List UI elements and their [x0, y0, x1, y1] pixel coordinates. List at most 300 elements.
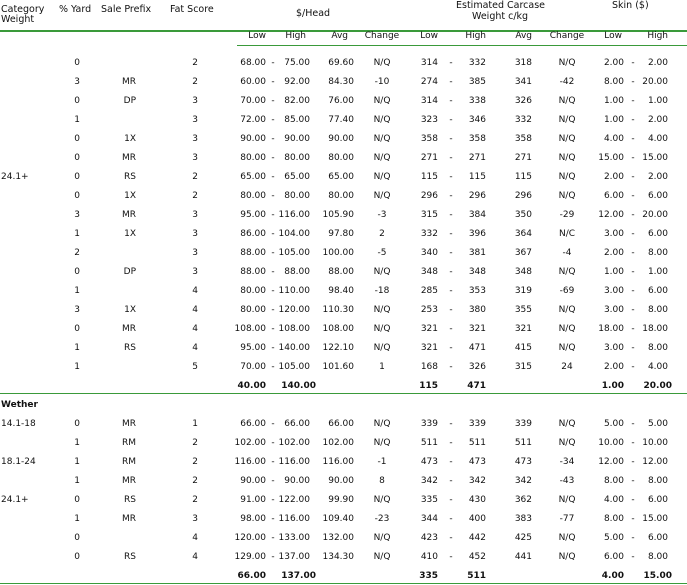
sale-prefix: RS: [124, 343, 136, 353]
carcase-high: 346: [468, 115, 486, 125]
price-low: 80.00: [240, 305, 266, 315]
price-low: 80.00: [240, 191, 266, 201]
carcase-high: 400: [468, 514, 486, 524]
skin-low: 1.00: [603, 267, 624, 277]
price-change: N/Q: [373, 172, 391, 182]
yard-value: 1: [74, 514, 80, 524]
price-separator: -: [271, 172, 275, 182]
total-carcase-high: 471: [467, 381, 486, 391]
skin-low: 5.00: [603, 533, 624, 543]
carcase-avg: 355: [514, 305, 532, 315]
carcase-avg: 321: [514, 324, 532, 334]
price-high: 80.00: [284, 191, 310, 201]
skin-high: 1.00: [647, 267, 668, 277]
skin-low: 18.00: [598, 324, 624, 334]
subheader-carcase-low: Low: [420, 31, 438, 41]
carcase-avg: 326: [514, 96, 532, 106]
price-avg: 101.60: [322, 362, 354, 372]
skin-high: 15.00: [642, 153, 668, 163]
carcase-high: 271: [468, 153, 486, 163]
sale-prefix: RM: [121, 457, 136, 467]
carcase-low: 332: [420, 229, 438, 239]
carcase-separator: -: [449, 495, 453, 505]
yard-value: 0: [74, 419, 80, 429]
price-separator: -: [271, 58, 275, 68]
carcase-separator: -: [449, 438, 453, 448]
yard-value: 0: [74, 495, 80, 505]
carcase-change: N/Q: [558, 533, 576, 543]
carcase-change: N/Q: [558, 438, 576, 448]
price-separator: -: [271, 286, 275, 296]
price-high: 75.00: [284, 58, 310, 68]
carcase-change: N/Q: [558, 172, 576, 182]
skin-separator: -: [631, 457, 635, 467]
price-high: 65.00: [284, 172, 310, 182]
carcase-high: 115: [468, 172, 486, 182]
price-low: 88.00: [240, 248, 266, 258]
price-low: 102.00: [234, 438, 266, 448]
price-separator: -: [271, 419, 275, 429]
price-separator: -: [271, 457, 275, 467]
carcase-change: -77: [559, 514, 575, 524]
price-change: -23: [374, 514, 390, 524]
price-change: N/Q: [373, 191, 391, 201]
carcase-high: 430: [468, 495, 486, 505]
skin-high: 4.00: [647, 362, 668, 372]
yard-value: 1: [74, 438, 80, 448]
carcase-avg: 315: [514, 362, 532, 372]
yard-value: 0: [74, 191, 80, 201]
subheader-carcase-change: Change: [549, 31, 585, 41]
price-separator: -: [271, 191, 275, 201]
section-divider: [0, 393, 687, 394]
price-low: 116.00: [234, 457, 266, 467]
price-avg: 84.30: [328, 77, 354, 87]
price-avg: 132.00: [322, 533, 354, 543]
price-change: N/Q: [373, 115, 391, 125]
skin-low: 3.00: [603, 286, 624, 296]
price-change: N/Q: [373, 419, 391, 429]
total-price-high: 137.00: [281, 571, 316, 581]
price-avg: 134.30: [322, 552, 354, 562]
yard-value: 0: [74, 324, 80, 334]
carcase-separator: -: [449, 514, 453, 524]
price-high: 80.00: [284, 153, 310, 163]
skin-high: 2.00: [647, 58, 668, 68]
carcase-avg: 339: [514, 419, 532, 429]
carcase-avg: 473: [514, 457, 532, 467]
skin-low: 2.00: [603, 248, 624, 258]
carcase-high: 326: [468, 362, 486, 372]
price-avg: 100.00: [322, 248, 354, 258]
carcase-low: 340: [420, 248, 438, 258]
price-low: 86.00: [240, 229, 266, 239]
skin-separator: -: [631, 77, 635, 87]
fat-score: 2: [192, 58, 198, 68]
carcase-change: N/Q: [558, 552, 576, 562]
price-low: 68.00: [240, 58, 266, 68]
skin-separator: -: [631, 343, 635, 353]
skin-separator: -: [631, 324, 635, 334]
total-skin-high: 15.00: [643, 571, 672, 581]
price-separator: -: [271, 153, 275, 163]
sale-prefix: RS: [124, 172, 136, 182]
price-separator: -: [271, 210, 275, 220]
price-low: 72.00: [240, 115, 266, 125]
fat-score: 4: [192, 286, 198, 296]
price-avg: 69.60: [328, 58, 354, 68]
fat-score: 4: [192, 533, 198, 543]
price-low: 70.00: [240, 96, 266, 106]
skin-high: 2.00: [647, 115, 668, 125]
skin-separator: -: [631, 552, 635, 562]
total-carcase-low: 335: [419, 571, 438, 581]
sale-prefix: 1X: [124, 229, 136, 239]
skin-low: 10.00: [598, 438, 624, 448]
carcase-high: 385: [468, 77, 486, 87]
carcase-low: 323: [420, 115, 438, 125]
sale-prefix: MR: [121, 419, 136, 429]
fat-score: 2: [192, 476, 198, 486]
carcase-avg: 319: [514, 286, 532, 296]
header-sale-prefix: Sale Prefix: [101, 4, 152, 15]
price-high: 137.00: [278, 552, 310, 562]
carcase-avg: 362: [514, 495, 532, 505]
price-avg: 76.00: [328, 96, 354, 106]
skin-separator: -: [631, 229, 635, 239]
total-skin-low: 1.00: [601, 381, 624, 391]
carcase-avg: 511: [514, 438, 532, 448]
price-separator: -: [271, 343, 275, 353]
price-high: 90.00: [284, 476, 310, 486]
carcase-avg: 364: [514, 229, 532, 239]
price-separator: -: [271, 305, 275, 315]
skin-low: 15.00: [598, 153, 624, 163]
carcase-change: 24: [561, 362, 573, 372]
carcase-separator: -: [449, 191, 453, 201]
price-low: 88.00: [240, 267, 266, 277]
carcase-high: 396: [468, 229, 486, 239]
price-separator: -: [271, 96, 275, 106]
skin-high: 6.00: [647, 495, 668, 505]
carcase-separator: -: [449, 115, 453, 125]
price-change: -5: [377, 248, 387, 258]
price-separator: -: [271, 533, 275, 543]
skin-high: 8.00: [647, 343, 668, 353]
carcase-separator: -: [449, 419, 453, 429]
price-change: N/Q: [373, 267, 391, 277]
fat-score: 3: [192, 229, 198, 239]
sale-prefix: MR: [121, 514, 136, 524]
carcase-high: 381: [468, 248, 486, 258]
price-change: N/Q: [373, 58, 391, 68]
carcase-separator: -: [449, 77, 453, 87]
price-avg: 65.00: [328, 172, 354, 182]
skin-separator: -: [631, 58, 635, 68]
fat-score: 3: [192, 134, 198, 144]
price-low: 95.00: [240, 210, 266, 220]
carcase-avg: 318: [514, 58, 532, 68]
carcase-low: 274: [420, 77, 438, 87]
carcase-change: N/Q: [558, 267, 576, 277]
price-change: N/Q: [373, 153, 391, 163]
price-high: 92.00: [284, 77, 310, 87]
price-separator: -: [271, 267, 275, 277]
carcase-low: 339: [420, 419, 438, 429]
price-high: 104.00: [278, 229, 310, 239]
skin-high: 20.00: [642, 77, 668, 87]
carcase-avg: 115: [514, 172, 532, 182]
carcase-separator: -: [449, 58, 453, 68]
fat-score: 2: [192, 172, 198, 182]
carcase-low: 285: [420, 286, 438, 296]
header-fat-score: Fat Score: [170, 4, 214, 15]
price-change: N/Q: [373, 324, 391, 334]
fat-score: 5: [192, 362, 198, 372]
carcase-separator: -: [449, 172, 453, 182]
yard-value: 0: [74, 267, 80, 277]
price-avg: 109.40: [322, 514, 354, 524]
carcase-change: N/Q: [558, 324, 576, 334]
total-carcase-low: 115: [419, 381, 438, 391]
price-change: N/Q: [373, 134, 391, 144]
price-low: 90.00: [240, 476, 266, 486]
carcase-low: 358: [420, 134, 438, 144]
price-high: 122.00: [278, 495, 310, 505]
total-price-high: 140.00: [281, 381, 316, 391]
carcase-avg: 296: [514, 191, 532, 201]
price-change: 8: [379, 476, 385, 486]
sale-prefix: 1X: [124, 134, 136, 144]
fat-score: 3: [192, 267, 198, 277]
price-separator: -: [271, 134, 275, 144]
yard-value: 0: [74, 96, 80, 106]
carcase-low: 315: [420, 210, 438, 220]
price-avg: 77.40: [328, 115, 354, 125]
price-separator: -: [271, 495, 275, 505]
skin-low: 3.00: [603, 229, 624, 239]
price-high: 105.00: [278, 248, 310, 258]
yard-value: 0: [74, 533, 80, 543]
category-weight: 24.1+: [1, 172, 29, 182]
carcase-separator: -: [449, 552, 453, 562]
fat-score: 2: [192, 495, 198, 505]
price-high: 85.00: [284, 115, 310, 125]
price-separator: -: [271, 362, 275, 372]
skin-low: 8.00: [603, 77, 624, 87]
price-high: 116.00: [278, 210, 310, 220]
price-avg: 110.30: [322, 305, 354, 315]
carcase-separator: -: [449, 229, 453, 239]
carcase-low: 296: [420, 191, 438, 201]
carcase-change: -42: [559, 77, 575, 87]
carcase-avg: 383: [514, 514, 532, 524]
price-avg: 90.00: [328, 134, 354, 144]
yard-value: 1: [74, 457, 80, 467]
yard-value: 3: [74, 77, 80, 87]
carcase-low: 314: [420, 96, 438, 106]
price-change: N/Q: [373, 343, 391, 353]
skin-high: 8.00: [647, 552, 668, 562]
skin-low: 1.00: [603, 115, 624, 125]
skin-high: 6.00: [647, 191, 668, 201]
price-separator: -: [271, 248, 275, 258]
carcase-high: 321: [468, 324, 486, 334]
subheader-skin-low: Low: [604, 31, 622, 41]
carcase-high: 452: [468, 552, 486, 562]
carcase-high: 473: [468, 457, 486, 467]
yard-value: 0: [74, 552, 80, 562]
skin-low: 2.00: [603, 58, 624, 68]
fat-score: 2: [192, 457, 198, 467]
price-low: 108.00: [234, 324, 266, 334]
price-change: -3: [377, 210, 387, 220]
price-high: 108.00: [278, 324, 310, 334]
price-avg: 122.10: [322, 343, 354, 353]
yard-value: 1: [74, 362, 80, 372]
carcase-change: N/Q: [558, 134, 576, 144]
sale-prefix: RS: [124, 495, 136, 505]
price-high: 140.00: [278, 343, 310, 353]
skin-low: 6.00: [603, 191, 624, 201]
subheader-skin-high: High: [647, 31, 668, 41]
skin-separator: -: [631, 248, 635, 258]
carcase-change: N/Q: [558, 58, 576, 68]
carcase-low: 321: [420, 324, 438, 334]
skin-low: 12.00: [598, 457, 624, 467]
yard-value: 1: [74, 476, 80, 486]
carcase-change: N/Q: [558, 115, 576, 125]
subheader-carcase-high: High: [465, 31, 486, 41]
subheader-carcase-avg: Avg: [515, 31, 532, 41]
skin-separator: -: [631, 362, 635, 372]
subheader-high: High: [285, 31, 306, 41]
total-price-low: 40.00: [237, 381, 266, 391]
skin-low: 2.00: [603, 172, 624, 182]
price-change: -18: [374, 286, 390, 296]
skin-low: 5.00: [603, 419, 624, 429]
price-high: 66.00: [284, 419, 310, 429]
yard-value: 0: [74, 172, 80, 182]
carcase-separator: -: [449, 134, 453, 144]
price-low: 65.00: [240, 172, 266, 182]
sale-prefix: MR: [121, 210, 136, 220]
skin-high: 6.00: [647, 229, 668, 239]
carcase-avg: 415: [514, 343, 532, 353]
carcase-avg: 348: [514, 267, 532, 277]
skin-low: 8.00: [603, 476, 624, 486]
price-change: 2: [379, 229, 385, 239]
price-avg: 99.90: [328, 495, 354, 505]
price-high: 90.00: [284, 134, 310, 144]
carcase-low: 168: [420, 362, 438, 372]
price-high: 88.00: [284, 267, 310, 277]
skin-low: 3.00: [603, 305, 624, 315]
carcase-high: 511: [468, 438, 486, 448]
carcase-change: N/Q: [558, 495, 576, 505]
carcase-separator: -: [449, 324, 453, 334]
skin-high: 12.00: [642, 457, 668, 467]
header-skin: Skin ($): [612, 0, 649, 11]
yard-value: 1: [74, 286, 80, 296]
skin-high: 6.00: [647, 533, 668, 543]
carcase-high: 332: [468, 58, 486, 68]
fat-score: 3: [192, 514, 198, 524]
skin-high: 20.00: [642, 210, 668, 220]
price-change: N/Q: [373, 495, 391, 505]
fat-score: 3: [192, 153, 198, 163]
section-title: Wether: [1, 400, 38, 410]
price-change: N/Q: [373, 438, 391, 448]
price-avg: 105.90: [322, 210, 354, 220]
carcase-high: 348: [468, 267, 486, 277]
carcase-high: 296: [468, 191, 486, 201]
sale-prefix: 1X: [124, 305, 136, 315]
price-high: 120.00: [278, 305, 310, 315]
carcase-change: N/Q: [558, 153, 576, 163]
sale-prefix: MR: [121, 324, 136, 334]
price-avg: 98.40: [328, 286, 354, 296]
carcase-low: 511: [420, 438, 438, 448]
price-low: 80.00: [240, 286, 266, 296]
price-separator: -: [271, 476, 275, 486]
price-separator: -: [271, 77, 275, 87]
skin-separator: -: [631, 305, 635, 315]
skin-high: 5.00: [647, 419, 668, 429]
total-carcase-high: 511: [467, 571, 486, 581]
price-change: N/Q: [373, 533, 391, 543]
skin-separator: -: [631, 533, 635, 543]
sale-prefix: RM: [121, 438, 136, 448]
header-category: Category: [1, 4, 45, 15]
carcase-separator: -: [449, 476, 453, 486]
carcase-change: N/Q: [558, 305, 576, 315]
sale-prefix: MR: [121, 153, 136, 163]
price-high: 116.00: [278, 457, 310, 467]
category-weight: 14.1-18: [1, 419, 36, 429]
price-low: 91.00: [240, 495, 266, 505]
price-avg: 80.00: [328, 153, 354, 163]
price-avg: 116.00: [322, 457, 354, 467]
total-skin-high: 20.00: [643, 381, 672, 391]
sale-prefix: MR: [121, 476, 136, 486]
price-change: -10: [374, 77, 390, 87]
skin-low: 3.00: [603, 343, 624, 353]
price-high: 102.00: [278, 438, 310, 448]
carcase-change: N/C: [558, 229, 576, 239]
header-carcase-2: Weight c/kg: [472, 11, 529, 22]
carcase-separator: -: [449, 153, 453, 163]
sale-prefix: 1X: [124, 191, 136, 201]
price-avg: 102.00: [322, 438, 354, 448]
carcase-avg: 271: [514, 153, 532, 163]
carcase-avg: 425: [514, 533, 532, 543]
carcase-low: 348: [420, 267, 438, 277]
category-weight: 24.1+: [1, 495, 29, 505]
yard-value: 3: [74, 210, 80, 220]
carcase-separator: -: [449, 286, 453, 296]
skin-high: 6.00: [647, 286, 668, 296]
fat-score: 4: [192, 324, 198, 334]
fat-score: 4: [192, 343, 198, 353]
carcase-low: 423: [420, 533, 438, 543]
carcase-change: -29: [559, 210, 575, 220]
skin-separator: -: [631, 191, 635, 201]
skin-low: 6.00: [603, 552, 624, 562]
skin-low: 12.00: [598, 210, 624, 220]
skin-separator: -: [631, 438, 635, 448]
skin-low: 8.00: [603, 514, 624, 524]
